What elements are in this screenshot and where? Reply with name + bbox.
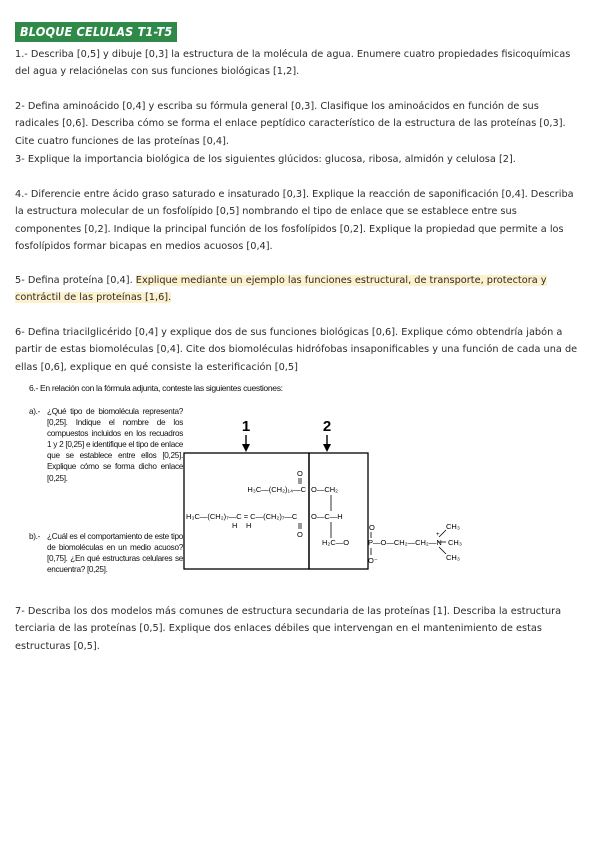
glycerol-carbon-2: O—C—H [311,512,343,521]
box-1 [184,453,309,569]
box-2 [309,453,368,569]
question-3: 3- Explique la importancia biológica de los siguientes glúcidos: glucosa, ribosa, almidón y celulosa [2]. [15,154,516,165]
question-5-plain: 5- Defina proteína [0,4]. [15,275,136,286]
phosphate-oxygen-bottom: O⁻ [368,556,378,565]
question-5-highlight: Explique mediante un ejemplo las funciones estructural, de transporte, protectora y contráctil de las proteínas [1,6]. [15,275,547,304]
hydrogen-right: H [246,521,252,530]
double-bond-o-mid: O [297,530,303,539]
box-2-label: 2 [322,418,332,435]
question-6b-b [29,531,185,591]
double-bond-o-top: O [297,469,303,478]
document-title: BLOQUE CELULAS T1-T5 [15,22,177,42]
glycerol-carbon-3: H₂C—O [322,538,350,547]
phosphate-oxygen-top: O [369,523,375,532]
arrow-2-head [323,444,331,452]
box-1-label: 1 [241,418,251,435]
phosphate-choline: P—O—CH₂—CH₂—N [368,538,442,547]
methyl-3: CH₃ [446,553,460,562]
subquestion-b-text: ¿Cuál es el comportamiento de este tipo de biomoléculas en un medio acuoso? [0,75]. ¿En qué estructuras celulares se encuentra? [0,25]. [47,532,183,575]
arrow-1-head [242,444,250,452]
question-1: 1.- Describa [0,5] y dibuje [0,3] la estructura de la molécula de agua. Enumere cuatro propiedades fisicoquímicas del agua y relaciónelas con sus funciones biológicas [1,2]. [15,49,571,78]
question-5 [15,272,585,307]
question-2: 2- Defina aminoácido [0,4] y escriba su fórmula general [0,3]. Clasifique los aminoácidos en función de sus radicales [0,6]. Describa cómo se forma el enlace peptídico característico de la estructura de las proteínas [0,3]. Cite cuatro funciones de las proteínas [0,4]. [15,101,566,147]
question-6b-a [29,406,185,518]
question-7: 7- Describa los dos modelos más comunes de estructura secundaria de las proteínas [1]. Describa la estructura terciaria de las proteínas [0,5]. Explique dos enlaces débiles que intervengan en el mantenimiento de estas estructuras [0,5]. [15,606,562,652]
glycerol-carbon-1: O—CH₂ [311,485,339,494]
subquestion-a-label: a).- [29,407,41,416]
methyl-1: CH₃ [446,522,460,531]
question-6-figure-block [15,383,585,598]
subquestion-b-label: b).- [29,532,41,541]
fatty-acid-2: H₃C—(CH₂)₇—C = C—(CH₂)₇—C [186,512,298,521]
methyl-2: CH₃ [448,538,462,547]
nitrogen-bond-top [439,530,446,537]
question-4: 4.- Diferencie entre ácido graso saturado e insaturado [0,3]. Explique la reacción de saponificación [0,4]. Describa la estructura molecular de un fosfolípido [0,5] nombrando el tipo de enlace que se establece entre sus componentes [0,2]. Indique la principal función de los fosfolípidos [0,2]. Explique la propiedad que permite a los fosfolípidos formar bicapas en medios acuosos [0,4]. [15,189,574,253]
nitrogen-bond-bottom [439,547,446,554]
phospholipid-formula [180,417,510,597]
question-6b-heading: 6.- En relación con la fórmula adjunta, conteste las siguientes cuestiones: [29,383,283,393]
fatty-acid-1: H₃C—(CH₂)₁₄—C [247,485,306,494]
hydrogen-left: H [232,521,238,530]
nitrogen-charge: + [436,532,440,538]
subquestion-a-text: ¿Qué tipo de biomolécula representa? [0,25]. Indique el nombre de los compuestos incluidos en los recuadros 1 y 2 [0,25] e identifique el tipo de enlace que se establece entre ellos [0,25]. Explique cómo se forma dicho enlace [0,25]. [47,407,183,483]
question-6: 6- Defina triacilglicérido [0,4] y explique dos de sus funciones biológicas [0,6]. Explique cómo obtendría jabón a partir de estas biomoléculas [0,4]. Cite dos biomoléculas hidrófobas insaponificables y una función de cada una de ellas [0,6], explique en qué consiste la esterificación [0,5] [15,327,578,373]
